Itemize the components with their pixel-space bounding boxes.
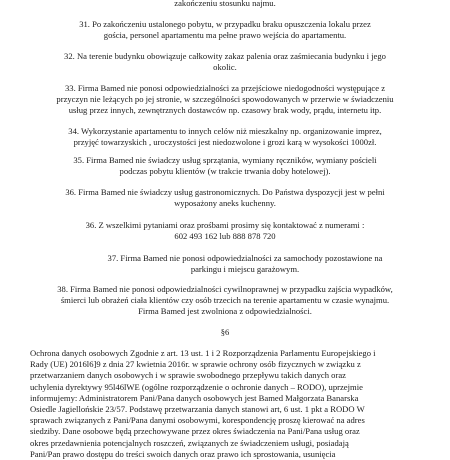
section-heading: §6: [220, 327, 230, 337]
paragraph-line: uchylenia dyrektywy 95l46lWE (ogólne rozporządzenie o ochronie danych – RODO), uprzejmie: [30, 381, 363, 392]
paragraph-line: Rady (UE) 2016l6]9 z dnia 27 kwietnia 2016r. w sprawie ochrony osób fizycznych w związku z: [30, 359, 361, 370]
paragraph-line: wyposażony aneks kuchenny.: [174, 198, 276, 209]
paragraph-37: [60, 253, 430, 275]
paragraph-line: 31. Po zakończeniu ustalonego pobytu, w przypadku braku opuszczenia lokalu przez: [79, 19, 371, 29]
paragraph-35: [40, 155, 410, 177]
paragraph-34: [40, 126, 410, 148]
paragraph-line: sprawach związanych z Pani/Pana danymi osobowymi, korespondencję proszę kierować na adres: [30, 415, 365, 426]
paragraph-line: 36. Firma Bamed nie świadczy usług gastronomicznych. Do Państwa dyspozycji jest w pełni: [65, 187, 385, 197]
paragraph-32: [40, 51, 410, 73]
paragraph-line: Osiedle Jagiellońskie 23/57. Podstawę przetwarzania danych stanowi art, 6 ust. 1 pkt a RODO W: [30, 404, 365, 415]
paragraph-line: okolic.: [213, 62, 237, 73]
paragraph-line: parkingu i miejscu garażowym.: [190, 264, 300, 275]
paragraph-38: [26, 284, 424, 318]
paragraph-line: podczas pobytu klientów (w trakcie trwania doby hotelowej).: [119, 166, 331, 177]
paragraph-line: przyczyn nie leżących po jej stronie, w szczególności spowodowanych w przerwie w świadczeniu: [56, 94, 394, 105]
paragraph-line: przetwarzaniem danych osobowych i w sprawie swobodnego przepływu takich danych oraz: [30, 370, 346, 381]
gdpr-paragraph: [30, 348, 422, 460]
paragraph-line: Ochrona danych osobowych Zgodnie z art. 13 ust. 1 i 2 Rozporządzenia Parlamentu Europejskiego i: [30, 348, 376, 358]
paragraph-line: Firma Bamed jest zwolniona z odpowiedzialności.: [138, 306, 312, 317]
paragraph-line: 37. Firma Bamed nie ponosi odpowiedzialności za samochody pozostawione na: [107, 253, 383, 263]
paragraph-line: przyjęć towarzyskich , uroczystości jest niedozwolone i grozi karą w wysokości 1000zł.: [73, 137, 377, 148]
paragraph-line: 36. Z wszelkimi pytaniami oraz prośbami prosimy się kontaktować z numerami :: [85, 220, 365, 230]
paragraph-line: śmierci lub obrażeń ciała klientów czy osób trzecich na terenie apartamentu w czasie wynajmu.: [60, 295, 390, 306]
paragraph-fragment: [40, 0, 410, 9]
paragraph-line: zakończeniu stosunku najmu.: [174, 0, 276, 8]
paragraph-33: [28, 83, 422, 117]
phone-numbers: 602 493 162 lub 888 878 720: [174, 231, 276, 242]
paragraph-31: [40, 19, 410, 41]
paragraph-line: 32. Na terenie budynku obowiązuje całkowity zakaz palenia oraz zaśmiecania budynku i jego: [64, 51, 386, 61]
paragraph-36-gastronomy: [40, 187, 410, 209]
paragraph-line: gościa, personel apartamentu ma pełne prawo wejścia do apartamentu.: [103, 30, 347, 41]
paragraph-line: Pani/Pan prawo dostępu do treści swoich danych oraz prawo ich sprostowania, usunięcia: [30, 448, 336, 459]
paragraph-line: siedziby. Dane osobowe będą przechowywane przez okres świadczenia na Pani/Pana usług oraz: [30, 426, 360, 437]
paragraph-line: 35. Firma Bamed nie świadczy usług sprzątania, wymiany ręczników, wymiany pościeli: [73, 155, 377, 165]
paragraph-line: 33. Firma Bamed nie ponosi odpowiedzialności za przejściowe niedogodności występujące z: [64, 83, 386, 93]
paragraph-line: 38. Firma Bamed nie ponosi odpowiedzialności cywilnoprawnej w przypadku zajścia wypadków,: [57, 284, 393, 294]
paragraph-line: okres przedawnienia potencjalnych roszczeń, związanych ze świadczeniem usługi, posiadają: [30, 437, 349, 448]
paragraph-line: informujemy: Administratorem Pani/Pana danych osobowych jest Bamed Małgorzata Banarska: [30, 392, 359, 403]
paragraph-line: usług przez innych, zewnętrznych dostawców np. czasowy brak wody, prądu, internetu itp.: [68, 105, 382, 116]
paragraph-36-contact: [40, 220, 410, 242]
paragraph-line: 34. Wykorzystanie apartamentu to innych celów niż mieszkalny np. organizowanie imprez,: [68, 126, 382, 136]
